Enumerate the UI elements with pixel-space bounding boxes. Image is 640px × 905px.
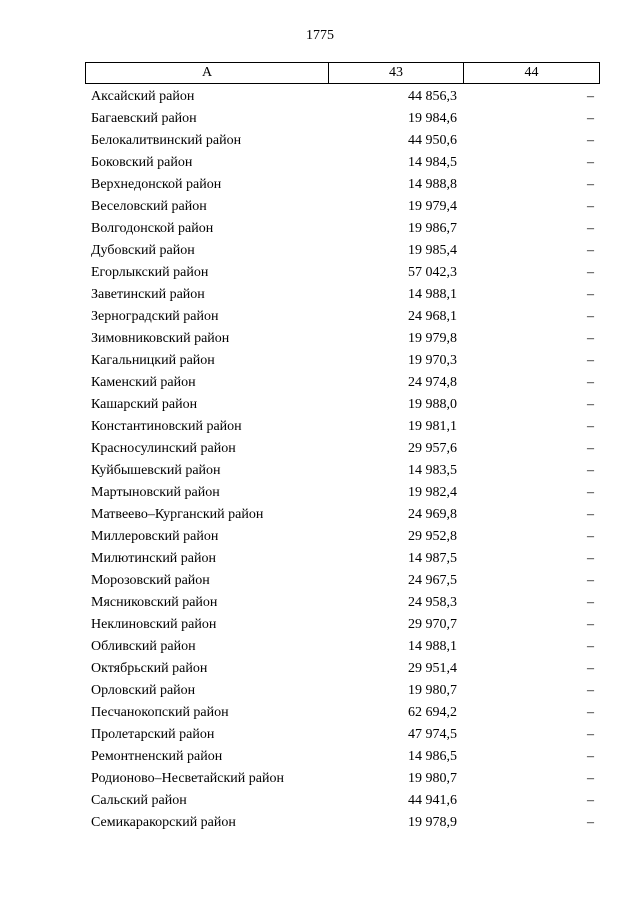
district-name: Миллеровский район bbox=[91, 529, 219, 544]
value-col-44: – bbox=[587, 617, 594, 632]
value-col-44: – bbox=[587, 309, 594, 324]
value-col-43: 14 988,1 bbox=[408, 287, 457, 302]
district-name: Дубовский район bbox=[91, 243, 195, 258]
value-col-43: 19 986,7 bbox=[408, 221, 457, 236]
table-row bbox=[85, 812, 600, 834]
table-row bbox=[85, 460, 600, 482]
district-name: Мясниковский район bbox=[91, 595, 218, 610]
value-col-44: – bbox=[587, 221, 594, 236]
value-col-43: 44 856,3 bbox=[408, 89, 457, 104]
page-number: 1775 bbox=[306, 28, 334, 43]
value-col-43: 62 694,2 bbox=[408, 705, 457, 720]
value-col-44: – bbox=[587, 375, 594, 390]
value-col-43: 19 979,4 bbox=[408, 199, 457, 214]
value-col-44: – bbox=[587, 815, 594, 830]
value-col-43: 24 958,3 bbox=[408, 595, 457, 610]
value-col-44: – bbox=[587, 199, 594, 214]
value-col-43: 24 967,5 bbox=[408, 573, 457, 588]
table-row bbox=[85, 438, 600, 460]
value-col-43: 14 987,5 bbox=[408, 551, 457, 566]
district-name: Зерноградский район bbox=[91, 309, 219, 324]
table-row bbox=[85, 372, 600, 394]
district-name: Родионово–Несветайский район bbox=[91, 771, 284, 786]
value-col-43: 47 974,5 bbox=[408, 727, 457, 742]
district-name: Боковский район bbox=[91, 155, 193, 170]
value-col-44: – bbox=[587, 397, 594, 412]
table-row bbox=[85, 86, 600, 108]
value-col-44: – bbox=[587, 111, 594, 126]
table-row bbox=[85, 174, 600, 196]
table-row bbox=[85, 570, 600, 592]
value-col-44: – bbox=[587, 771, 594, 786]
value-col-44: – bbox=[587, 419, 594, 434]
district-name: Зимовниковский район bbox=[91, 331, 230, 346]
table-row bbox=[85, 724, 600, 746]
district-name: Морозовский район bbox=[91, 573, 210, 588]
value-col-43: 44 950,6 bbox=[408, 133, 457, 148]
value-col-43: 19 981,1 bbox=[408, 419, 457, 434]
value-col-44: – bbox=[587, 331, 594, 346]
header-cell-43: 43 bbox=[329, 63, 464, 83]
district-name: Кашарский район bbox=[91, 397, 198, 412]
table-row bbox=[85, 350, 600, 372]
value-col-44: – bbox=[587, 243, 594, 258]
value-col-44: – bbox=[587, 661, 594, 676]
table-row bbox=[85, 130, 600, 152]
value-col-43: 19 979,8 bbox=[408, 331, 457, 346]
value-col-43: 29 951,4 bbox=[408, 661, 457, 676]
value-col-43: 29 952,8 bbox=[408, 529, 457, 544]
value-col-43: 14 988,8 bbox=[408, 177, 457, 192]
value-col-44: – bbox=[587, 485, 594, 500]
value-col-43: 44 941,6 bbox=[408, 793, 457, 808]
value-col-43: 19 970,3 bbox=[408, 353, 457, 368]
district-name: Матвеево–Курганский район bbox=[91, 507, 264, 522]
table-row bbox=[85, 768, 600, 790]
district-name: Волгодонской район bbox=[91, 221, 214, 236]
district-name: Ремонтненский район bbox=[91, 749, 223, 764]
table-row bbox=[85, 284, 600, 306]
value-col-44: – bbox=[587, 595, 594, 610]
table-row bbox=[85, 658, 600, 680]
value-col-43: 19 980,7 bbox=[408, 683, 457, 698]
table-row bbox=[85, 790, 600, 812]
value-col-44: – bbox=[587, 551, 594, 566]
table-row bbox=[85, 240, 600, 262]
district-name: Обливский район bbox=[91, 639, 196, 654]
district-name: Красносулинский район bbox=[91, 441, 236, 456]
district-name: Кагальницкий район bbox=[91, 353, 215, 368]
district-name: Куйбышевский район bbox=[91, 463, 221, 478]
district-name: Егорлыкский район bbox=[91, 265, 209, 280]
table-row bbox=[85, 152, 600, 174]
district-name: Каменский район bbox=[91, 375, 196, 390]
value-col-44: – bbox=[587, 573, 594, 588]
value-col-43: 14 986,5 bbox=[408, 749, 457, 764]
table-row bbox=[85, 306, 600, 328]
value-col-44: – bbox=[587, 463, 594, 478]
district-name: Константиновский район bbox=[91, 419, 242, 434]
table-row bbox=[85, 394, 600, 416]
table-row bbox=[85, 614, 600, 636]
value-col-43: 19 985,4 bbox=[408, 243, 457, 258]
value-col-44: – bbox=[587, 155, 594, 170]
district-name: Орловский район bbox=[91, 683, 196, 698]
table-row bbox=[85, 262, 600, 284]
header-cell-44: 44 bbox=[524, 65, 539, 80]
table-row bbox=[85, 218, 600, 240]
value-col-44: – bbox=[587, 727, 594, 742]
value-col-43: 57 042,3 bbox=[408, 265, 457, 280]
value-col-44: – bbox=[587, 705, 594, 720]
table-row bbox=[85, 526, 600, 548]
value-col-43: 14 983,5 bbox=[408, 463, 457, 478]
value-col-44: – bbox=[587, 683, 594, 698]
value-col-43: 24 969,8 bbox=[408, 507, 457, 522]
value-col-43: 24 968,1 bbox=[408, 309, 457, 324]
value-col-43: 19 980,7 bbox=[408, 771, 457, 786]
table-row bbox=[85, 108, 600, 130]
district-name: Октябрьский район bbox=[91, 661, 208, 676]
district-name: Аксайский район bbox=[91, 89, 195, 104]
district-name: Песчанокопский район bbox=[91, 705, 229, 720]
district-name: Неклиновский район bbox=[91, 617, 217, 632]
value-col-43: 14 984,5 bbox=[408, 155, 457, 170]
value-col-44: – bbox=[587, 749, 594, 764]
value-col-44: – bbox=[587, 353, 594, 368]
value-col-43: 29 970,7 bbox=[408, 617, 457, 632]
table-row bbox=[85, 592, 600, 614]
district-name: Веселовский район bbox=[91, 199, 207, 214]
table-row bbox=[85, 746, 600, 768]
value-col-44: – bbox=[587, 793, 594, 808]
table-header bbox=[85, 62, 600, 84]
value-col-44: – bbox=[587, 507, 594, 522]
value-col-43: 19 982,4 bbox=[408, 485, 457, 500]
value-col-43: 19 984,6 bbox=[408, 111, 457, 126]
table-row bbox=[85, 702, 600, 724]
value-col-43: 29 957,6 bbox=[408, 441, 457, 456]
value-col-44: – bbox=[587, 287, 594, 302]
value-col-44: – bbox=[587, 529, 594, 544]
table-row bbox=[85, 548, 600, 570]
district-name: Мартыновский район bbox=[91, 485, 220, 500]
value-col-44: – bbox=[587, 133, 594, 148]
table-body bbox=[85, 86, 600, 834]
district-name: Багаевский район bbox=[91, 111, 197, 126]
district-name: Верхнедонской район bbox=[91, 177, 222, 192]
value-col-43: 14 988,1 bbox=[408, 639, 457, 654]
table-row bbox=[85, 482, 600, 504]
value-col-44: – bbox=[587, 441, 594, 456]
district-name: Сальский район bbox=[91, 793, 187, 808]
value-col-44: – bbox=[587, 177, 594, 192]
table-row bbox=[85, 504, 600, 526]
value-col-44: – bbox=[587, 265, 594, 280]
district-name: Белокалитвинский район bbox=[91, 133, 242, 148]
value-col-44: – bbox=[587, 89, 594, 104]
table-row bbox=[85, 196, 600, 218]
value-col-44: – bbox=[587, 639, 594, 654]
table-row bbox=[85, 636, 600, 658]
district-name: Милютинский район bbox=[91, 551, 217, 566]
district-name: Заветинский район bbox=[91, 287, 205, 302]
header-cell-a: А bbox=[86, 63, 329, 83]
district-name: Семикаракорский район bbox=[91, 815, 236, 830]
value-col-43: 19 988,0 bbox=[408, 397, 457, 412]
table-row bbox=[85, 328, 600, 350]
table-row bbox=[85, 680, 600, 702]
district-name: Пролетарский район bbox=[91, 727, 215, 742]
value-col-43: 19 978,9 bbox=[408, 815, 457, 830]
value-col-43: 24 974,8 bbox=[408, 375, 457, 390]
table-row bbox=[85, 416, 600, 438]
